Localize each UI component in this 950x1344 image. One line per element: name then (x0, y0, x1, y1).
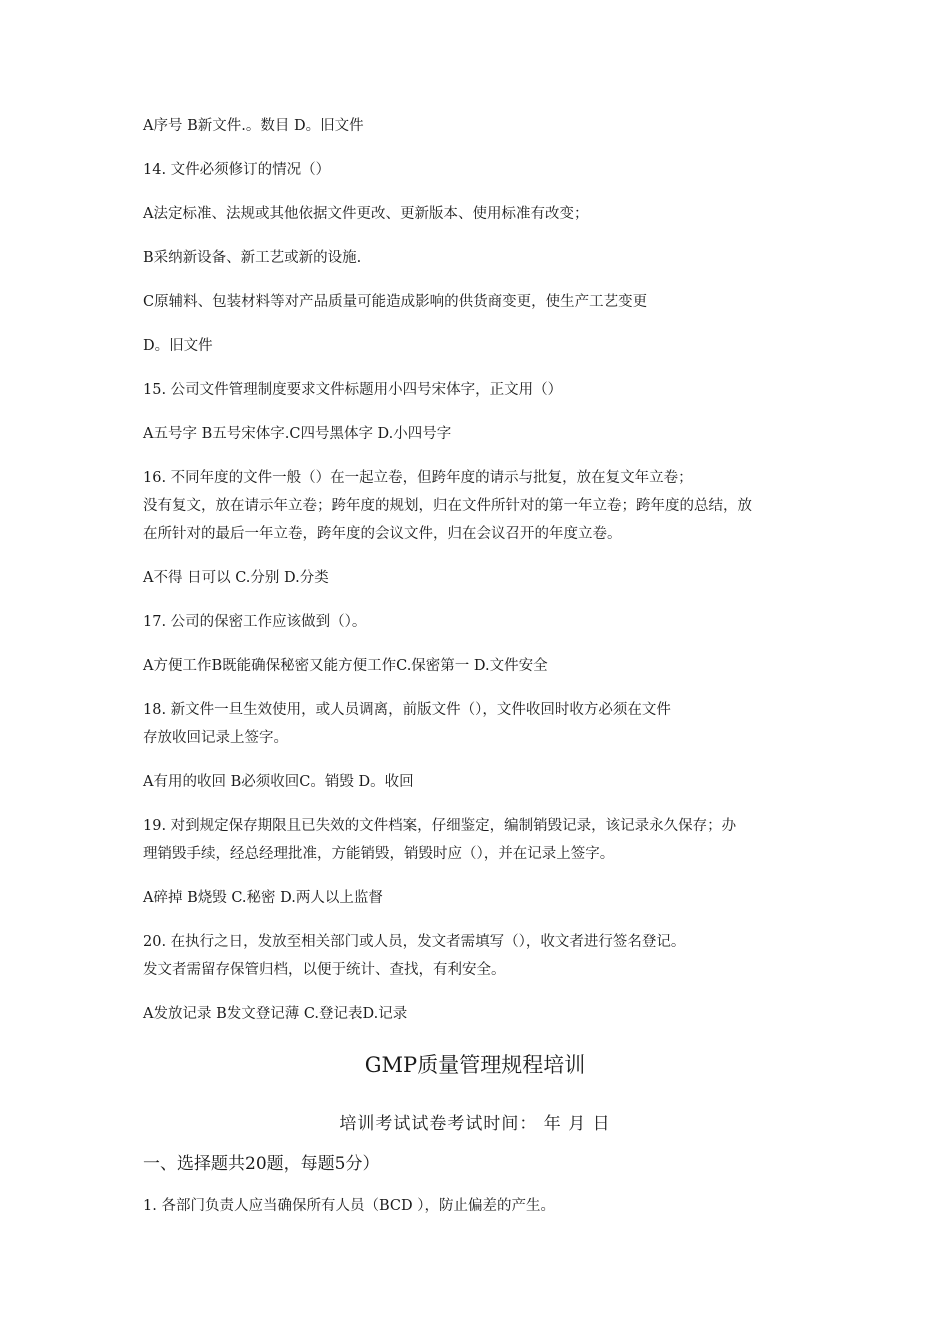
q18-line-2: 存放收回记录上签字。 (143, 730, 288, 746)
document-title: GMP质量管理规程培训 (364, 1053, 586, 1077)
q19-options: A碎掉 B烧毁 C.秘密 D.两人以上监督 (143, 890, 383, 906)
question-15: 15. 公司文件管理制度要求文件标题用小四号宋体字，正文用（） (143, 382, 563, 398)
q17-options: A方便工作B既能确保秘密又能方便工作C.保密第一 D.文件安全 (143, 658, 548, 674)
q16-line-2: 没有复文，放在请示年立卷；跨年度的规划，归在文件所针对的第一年立卷；跨年度的总结，放 (143, 498, 752, 514)
q14-option-b: B采纳新设备、新工艺或新的设施. (143, 250, 362, 266)
q16-options: A不得 日可以 C.分别 D.分类 (143, 570, 329, 586)
q14-option-c: C原辅料、包装材料等对产品质量可能造成影响的供货商变更，使生产工艺变更 (143, 294, 648, 310)
question-17: 17. 公司的保密工作应该做到（）。 (143, 614, 367, 630)
q16-line-3: 在所针对的最后一年立卷，跨年度的会议文件，归在会议召开的年度立卷。 (143, 526, 622, 542)
q19-line-2: 理销毁手续，经总经理批准，方能销毁，销毁时应（），并在记录上签字。 (143, 846, 615, 862)
question-20 (143, 928, 818, 984)
q18-line-1: 18. 新文件一旦生效使用，或人员调离，前版文件（），文件收回时收方必须在文件 (143, 702, 671, 718)
q15-options: A五号字 B五号宋体字.C四号黑体字 D.小四号字 (143, 426, 452, 442)
q20-options: A发放记录 B发文登记薄 C.登记表D.记录 (143, 1006, 408, 1022)
q13-options: A序号 B新文件.。数目 D。旧文件 (143, 118, 364, 134)
q20-line-1: 20. 在执行之日，发放至相关部门或人员，发文者需填写（），收文者进行签名登记。 (143, 934, 686, 950)
q18-options: A有用的收回 B必须收回C。销毁 D。收回 (143, 774, 414, 790)
q16-line-1: 16. 不同年度的文件一般（）在一起立卷，但跨年度的请示与批复，放在复文年立卷； (143, 470, 693, 486)
q14-option-a: A法定标准、法规或其他依据文件更改、更新版本、使用标准有改变； (143, 206, 589, 222)
q20-line-2: 发文者需留存保管归档，以便于统计、查找，有利安全。 (143, 962, 506, 978)
q14-option-d: D。旧文件 (143, 338, 213, 354)
section-heading: 一、选择题共20题，每题5分） (143, 1154, 380, 1174)
question-14: 14. 文件必须修订的情况（） (143, 162, 331, 178)
question-19 (143, 812, 818, 868)
question-18 (143, 696, 818, 752)
question-1: 1. 各部门负责人应当确保所有人员（BCD ），防止偏差的产生。 (143, 1198, 555, 1214)
question-16 (143, 464, 818, 548)
exam-subtitle: 培训考试试卷考试时间： 年 月 日 (339, 1114, 611, 1134)
q19-line-1: 19. 对到规定保存期限且已失效的文件档案，仔细鉴定，编制销毁记录，该记录永久保存；办 (143, 818, 737, 834)
